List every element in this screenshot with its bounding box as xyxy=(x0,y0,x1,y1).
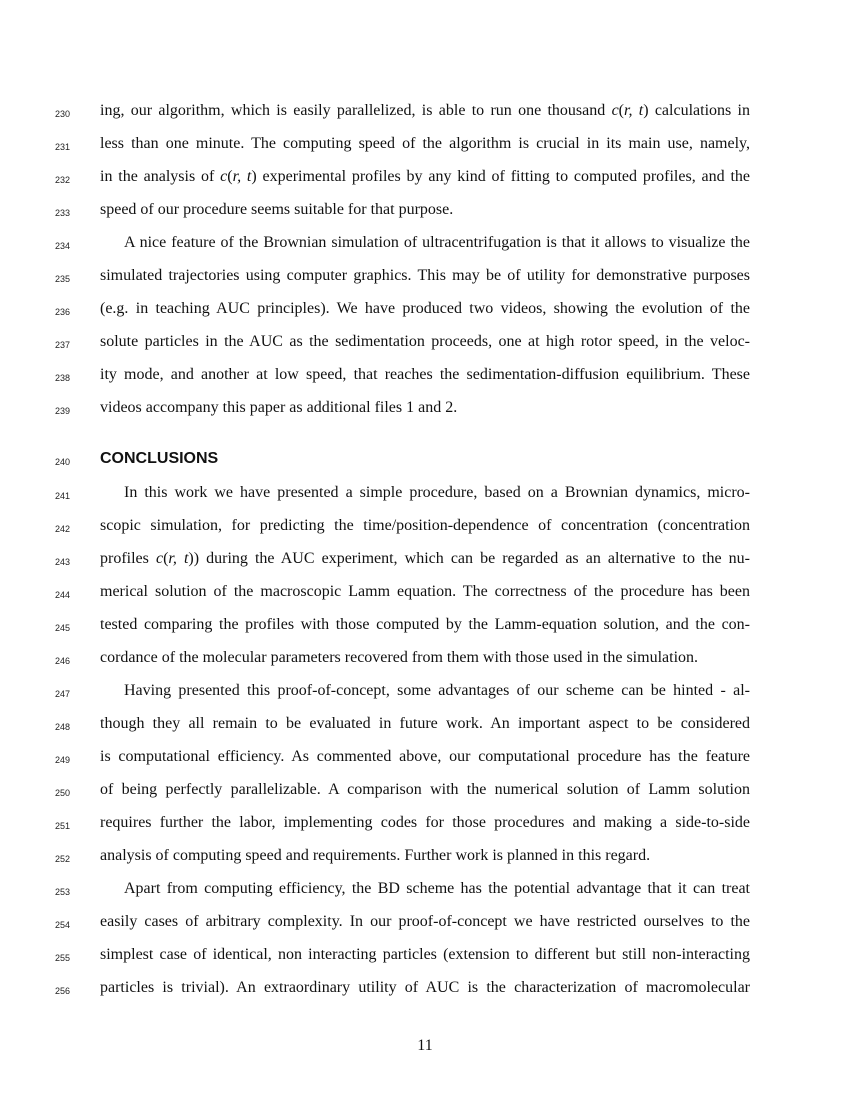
text-line xyxy=(0,166,850,199)
line-number: 236 xyxy=(54,307,70,317)
line-number: 245 xyxy=(54,623,70,633)
line-number: 243 xyxy=(54,557,70,567)
text-line xyxy=(0,581,850,614)
body-text-line: speed of our procedure seems suitable for that purpose. xyxy=(100,201,454,218)
text-line xyxy=(0,713,850,746)
line-number: 235 xyxy=(54,274,70,284)
text-line xyxy=(0,364,850,397)
body-text-line: ing, our algorithm, which is easily parallelized, is able to run one thousand c(r, t) calculations in xyxy=(100,102,750,119)
text-line xyxy=(0,614,850,647)
line-number: 237 xyxy=(54,340,70,350)
text-line xyxy=(0,298,850,331)
body-text-line: requires further the labor, implementing codes for those procedures and making a side-to-side xyxy=(100,814,750,831)
text-line xyxy=(0,548,850,581)
line-number: 240 xyxy=(54,457,70,467)
text-line xyxy=(0,845,850,878)
text-line xyxy=(0,100,850,133)
line-number: 248 xyxy=(54,722,70,732)
body-text-line: Having presented this proof-of-concept, some advantages of our scheme can be hinted - al- xyxy=(124,682,750,699)
line-number: 253 xyxy=(54,887,70,897)
body-text-line: simplest case of identical, non interacting particles (extension to different but still non-interacting xyxy=(100,946,750,963)
line-number: 252 xyxy=(54,854,70,864)
body-text-line: simulated trajectories using computer graphics. This may be of utility for demonstrative purposes xyxy=(100,267,750,284)
line-number: 232 xyxy=(54,175,70,185)
text-line xyxy=(0,397,850,430)
body-text-line: though they all remain to be evaluated in future work. An important aspect to be considered xyxy=(100,715,750,732)
text-line xyxy=(0,199,850,232)
body-text-line: easily cases of arbitrary complexity. In our proof-of-concept we have restricted ourselves to the xyxy=(100,913,750,930)
body-text-line: Apart from computing efficiency, the BD scheme has the potential advantage that it can treat xyxy=(124,880,750,897)
line-number: 241 xyxy=(54,491,70,501)
text-line xyxy=(0,812,850,845)
line-number: 251 xyxy=(54,821,70,831)
line-number: 247 xyxy=(54,689,70,699)
line-number: 230 xyxy=(54,109,70,119)
text-line xyxy=(0,133,850,166)
line-number: 246 xyxy=(54,656,70,666)
line-number: 231 xyxy=(54,142,70,152)
body-text-line: particles is trivial). An extraordinary utility of AUC is the characterization of macromolecular xyxy=(100,979,750,996)
body-text-line: videos accompany this paper as additional files 1 and 2. xyxy=(100,399,458,416)
body-text-line: of being perfectly parallelizable. A comparison with the numerical solution of Lamm solution xyxy=(100,781,750,798)
text-line xyxy=(0,911,850,944)
line-number: 238 xyxy=(54,373,70,383)
text-line xyxy=(0,944,850,977)
line-number: 249 xyxy=(54,755,70,765)
line-number: 254 xyxy=(54,920,70,930)
body-text-line: ity mode, and another at low speed, that reaches the sedimentation-diffusion equilibrium. These xyxy=(100,366,750,383)
line-number: 255 xyxy=(54,953,70,963)
text-line xyxy=(0,746,850,779)
body-text-line: (e.g. in teaching AUC principles). We have produced two videos, showing the evolution of the xyxy=(100,300,750,317)
body-text-line: In this work we have presented a simple procedure, based on a Brownian dynamics, micro- xyxy=(124,484,750,501)
body-text-line: merical solution of the macroscopic Lamm equation. The correctness of the procedure has been xyxy=(100,583,750,600)
page-number: 11 xyxy=(417,1037,433,1054)
body-text-line: cordance of the molecular parameters recovered from them with those used in the simulation. xyxy=(100,649,699,666)
body-text-line: solute particles in the AUC as the sedimentation proceeds, one at high rotor speed, in the veloc- xyxy=(100,333,750,350)
text-line xyxy=(0,482,850,515)
body-text-line: profiles c(r, t)) during the AUC experiment, which can be regarded as an alternative to the nu- xyxy=(100,550,751,567)
section-heading-row xyxy=(0,448,850,481)
line-number: 239 xyxy=(54,406,70,416)
text-line xyxy=(0,515,850,548)
section-heading: CONCLUSIONS xyxy=(100,450,219,467)
line-number: 234 xyxy=(54,241,70,251)
body-text-line: less than one minute. The computing speed of the algorithm is crucial in its main use, namely, xyxy=(100,135,750,152)
text-line xyxy=(0,647,850,680)
text-line xyxy=(0,779,850,812)
line-number: 250 xyxy=(54,788,70,798)
text-line xyxy=(0,265,850,298)
body-text-line: is computational efficiency. As commented above, our computational procedure has the feature xyxy=(100,748,750,765)
line-number: 256 xyxy=(54,986,70,996)
body-text-line: A nice feature of the Brownian simulation of ultracentrifugation is that it allows to visualize the xyxy=(124,234,750,251)
text-line xyxy=(0,878,850,911)
line-number: 233 xyxy=(54,208,70,218)
line-number: 242 xyxy=(54,524,70,534)
line-number: 244 xyxy=(54,590,70,600)
body-text-line: tested comparing the profiles with those computed by the Lamm-equation solution, and the con- xyxy=(100,616,750,633)
text-line xyxy=(0,680,850,713)
text-line xyxy=(0,331,850,364)
text-line xyxy=(0,232,850,265)
body-text-line: in the analysis of c(r, t) experimental profiles by any kind of fitting to computed profiles, and the xyxy=(100,168,751,185)
body-text-line: analysis of computing speed and requirements. Further work is planned in this regard. xyxy=(100,847,651,864)
body-text-line: scopic simulation, for predicting the time/position-dependence of concentration (concentration xyxy=(100,517,750,534)
text-line xyxy=(0,977,850,1010)
